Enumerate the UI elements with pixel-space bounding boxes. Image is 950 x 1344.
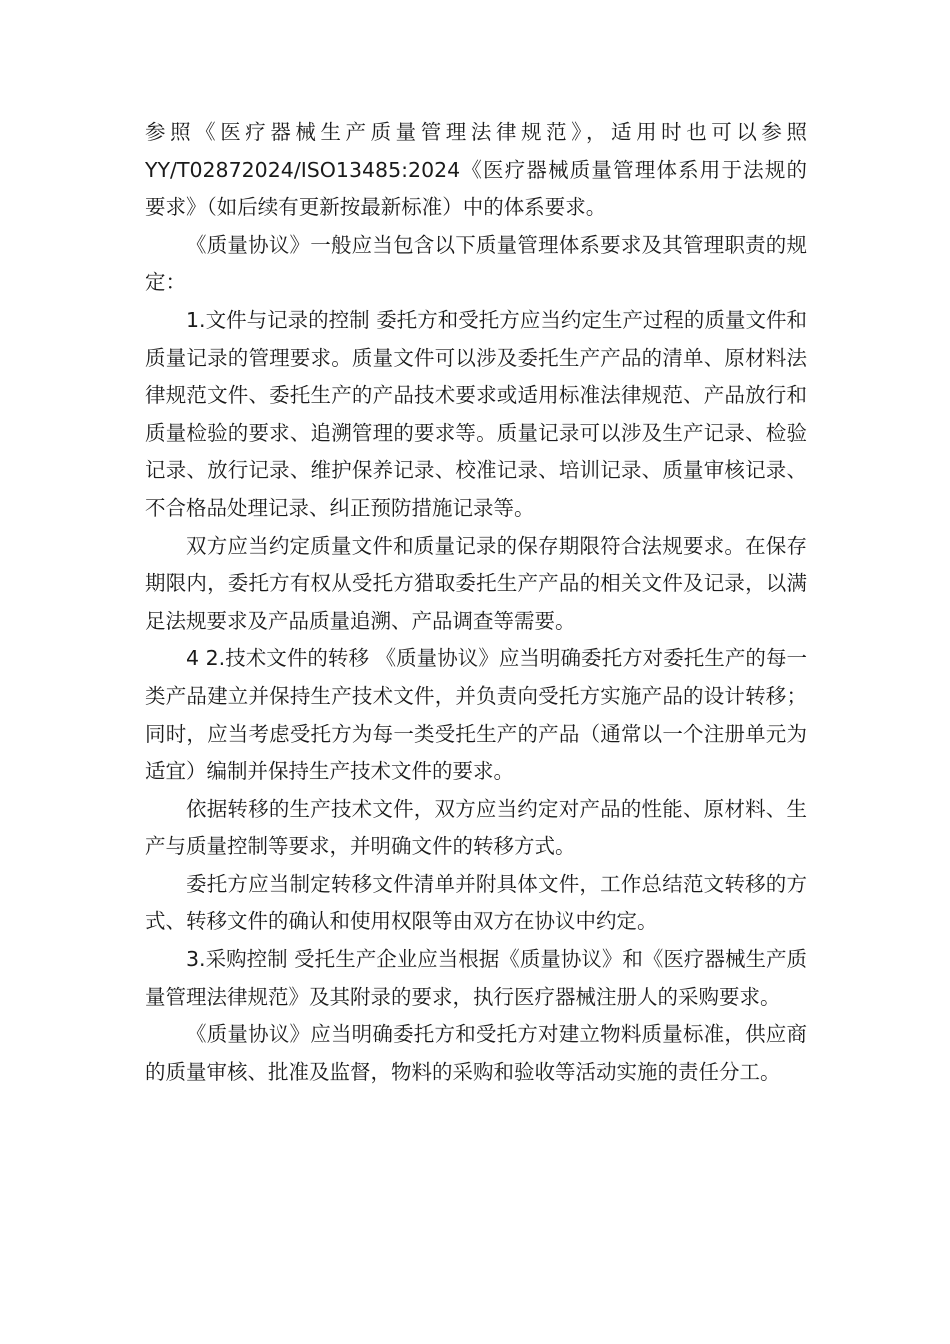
- paragraph-3: 1.文件与记录的控制 委托方和受托方应当约定生产过程的质量文件和质量记录的管理要求。质量文件可以涉及委托生产产品的清单、原材料法律规范文件、委托生产的产品技术要求或适用标准法律规范、产品放行和质量检验的要求、追溯管理的要求等。质量记录可以涉及生产记录、检验记录、放行记录、维护保养记录、校准记录、培训记录、质量审核记录、不合格品处理记录、纠正预防措施记录等。: [145, 307, 807, 520]
- paragraph-6: 依据转移的生产技术文件，双方应当约定对产品的性能、原材料、生产与质量控制等要求，并明确文件的转移方式。: [145, 796, 807, 859]
- paragraph-5: 4 2.技术文件的转移 《质量协议》应当明确委托方对委托生产的每一类产品建立并保持生产技术文件，并负责向受托方实施产品的设计转移；同时，应当考虑受托方为每一类受托生产的产品（通常以一个注册单元为适宜）编制并保持生产技术文件的要求。: [145, 646, 807, 784]
- paragraph-1: 参照《医疗器械生产质量管理法律规范》，适用时也可以参照YY/T02872024/ISO13485:2024《医疗器械质量管理体系用于法规的要求》（如后续有更新按最新标准）中的体系要求。: [145, 120, 807, 220]
- paragraph-9: 《质量协议》应当明确委托方和受托方对建立物料质量标准，供应商的质量审核、批准及监督，物料的采购和验收等活动实施的责任分工。: [145, 1022, 807, 1084]
- paragraph-7: 委托方应当制定转移文件清单并附具体文件，工作总结范文转移的方式、转移文件的确认和使用权限等由双方在协议中约定。: [145, 871, 807, 934]
- paragraph-4: 双方应当约定质量文件和质量记录的保存期限符合法规要求。在保存期限内，委托方有权从受托方猎取委托生产产品的相关文件及记录，以满足法规要求及产品质量追溯、产品调查等需要。: [145, 533, 807, 633]
- document-page: [145, 114, 807, 1091]
- paragraph-2: 《质量协议》一般应当包含以下质量管理体系要求及其管理职责的规定：: [145, 232, 807, 295]
- paragraph-8: 3.采购控制 受托生产企业应当根据《质量协议》和《医疗器械生产质量管理法律规范》及其附录的要求，执行医疗器械注册人的采购要求。: [145, 947, 807, 1009]
